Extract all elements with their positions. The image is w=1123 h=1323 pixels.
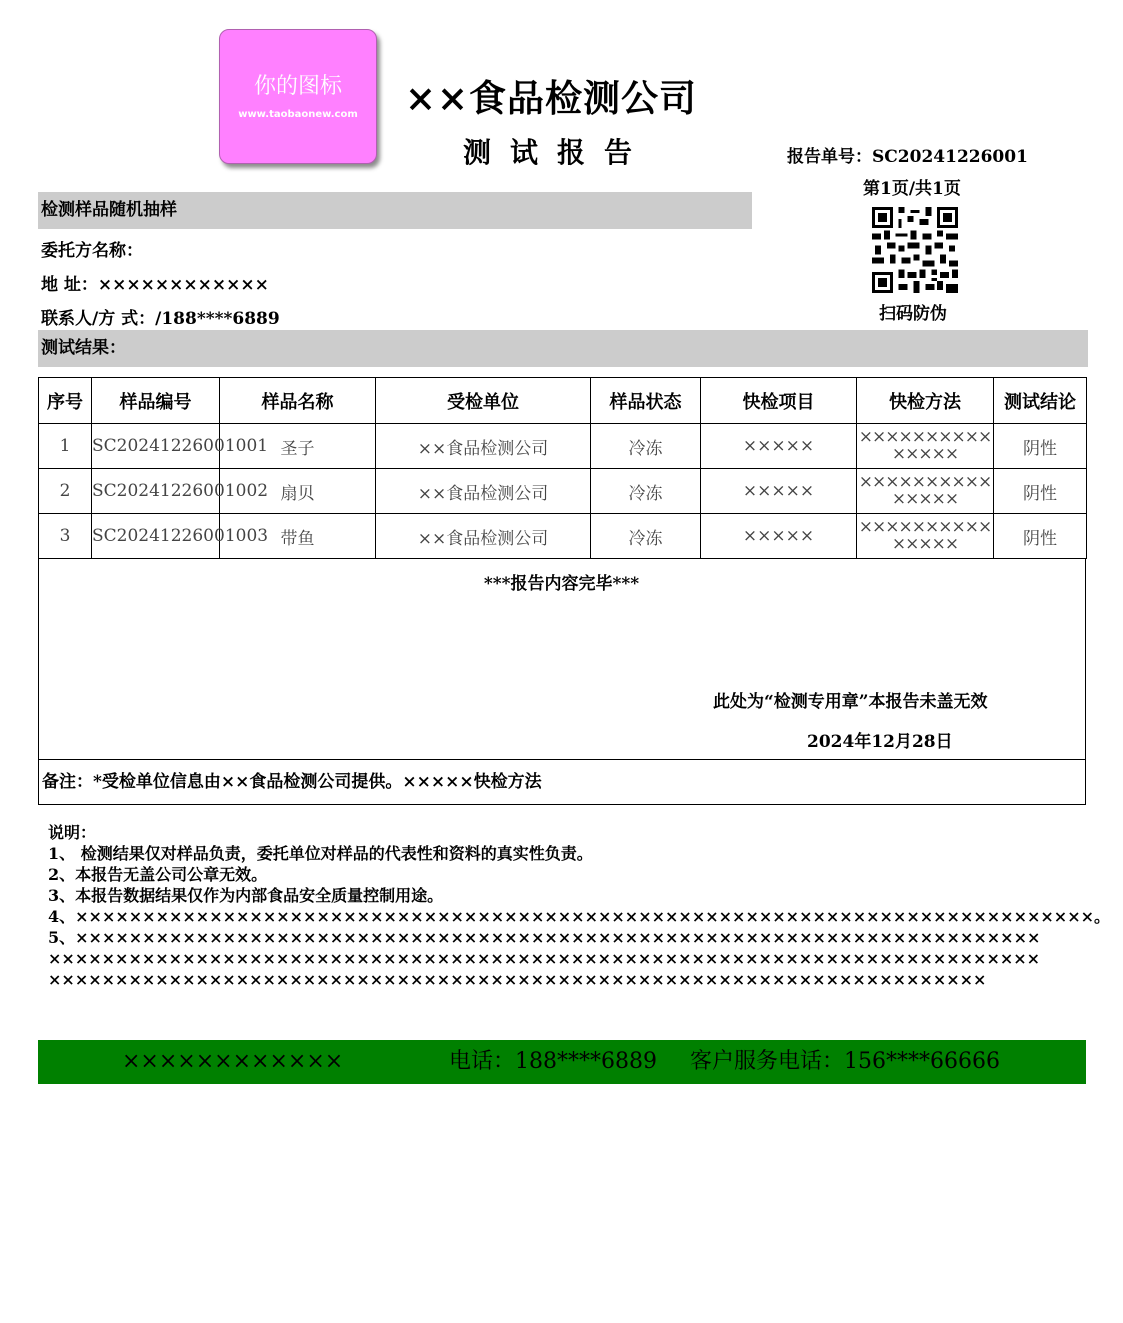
footer-bar xyxy=(38,1040,1086,1084)
qr-label: 扫码防伪 xyxy=(879,304,947,324)
logo xyxy=(219,29,377,164)
report-title: 测试报告 xyxy=(463,136,652,169)
end-text: ***报告内容完毕*** xyxy=(483,574,640,594)
cell-test-item: ××××× xyxy=(701,514,857,559)
table-header-row xyxy=(39,378,1087,424)
qr-code-icon xyxy=(872,207,958,293)
cell-sample-code: SC20241226001002 xyxy=(92,469,220,514)
note-item: 2、本报告无盖公司公章无效。 xyxy=(48,865,268,884)
company-name: ××食品检测公司 xyxy=(405,76,698,120)
cell-inspected-unit: ××食品检测公司 xyxy=(376,514,591,559)
cell-conclusion: 阴性 xyxy=(994,469,1087,514)
report-number: 报告单号：SC20241226001 xyxy=(787,147,1028,167)
footer-service-phone: 客户服务电话：156****66666 xyxy=(690,1049,1000,1074)
cell-test-method: ××××××××××××××× xyxy=(857,514,994,559)
cell-sample-name: 圣子 xyxy=(220,424,376,469)
note-item: 1、 检测结果仅对样品负责，委托单位对样品的代表性和资料的真实性负责。 xyxy=(48,844,593,863)
stamp-notice: 此处为“检测专用章”本报告未盖无效 xyxy=(713,692,988,712)
contact: 联系人/方 式：/188****6889 xyxy=(41,309,280,329)
header-sample-state: 样品状态 xyxy=(591,378,701,424)
notes-title: 说明： xyxy=(48,823,97,842)
report-date: 2024年12月28日 xyxy=(807,732,953,752)
cell-sample-state: 冷冻 xyxy=(591,424,701,469)
results-table xyxy=(38,377,1087,559)
footer-phone: 电话：188****6889 xyxy=(449,1049,657,1074)
cell-test-method: ××××××××××××××× xyxy=(857,424,994,469)
cell-sample-state: 冷冻 xyxy=(591,469,701,514)
page-info: 第1页/共1页 xyxy=(863,179,961,199)
cell-index: 1 xyxy=(39,424,92,469)
sample-section-bar: 检测样品随机抽样 xyxy=(38,192,752,229)
table-row xyxy=(39,469,1087,514)
cell-sample-name: 带鱼 xyxy=(220,514,376,559)
cell-index: 2 xyxy=(39,469,92,514)
footer-address: ×××××××××××× xyxy=(122,1049,344,1074)
logo-url: www.taobaonew.com xyxy=(238,109,358,120)
cell-sample-name: 扇贝 xyxy=(220,469,376,514)
cell-sample-code: SC20241226001003 xyxy=(92,514,220,559)
cell-test-method: ××××××××××××××× xyxy=(857,469,994,514)
cell-test-item: ××××× xyxy=(701,469,857,514)
header-inspected-unit: 受检单位 xyxy=(376,378,591,424)
header-sample-code: 样品编号 xyxy=(92,378,220,424)
table-row xyxy=(39,514,1087,559)
note-item: 4、××××××××××××××××××××××××××××××××××××××××××××××××××××××××××××××××××××××××××××。 xyxy=(48,907,1111,926)
notes xyxy=(48,822,1110,990)
logo-title: 你的图标 xyxy=(253,74,342,99)
results-section-bar: 测试结果： xyxy=(38,330,1088,367)
cell-test-item: ××××× xyxy=(701,424,857,469)
cell-index: 3 xyxy=(39,514,92,559)
client-name: 委托方名称： xyxy=(41,241,143,261)
cell-sample-state: 冷冻 xyxy=(591,514,701,559)
cell-inspected-unit: ××食品检测公司 xyxy=(376,424,591,469)
header-conclusion: 测试结论 xyxy=(994,378,1087,424)
cell-conclusion: 阴性 xyxy=(994,514,1087,559)
header-sample-name: 样品名称 xyxy=(220,378,376,424)
cell-sample-code: SC20241226001001 xyxy=(92,424,220,469)
address: 地 址：×××××××××××× xyxy=(41,275,269,295)
cell-inspected-unit: ××食品检测公司 xyxy=(376,469,591,514)
note-item: 3、本报告数据结果仅作为内部食品安全质量控制用途。 xyxy=(48,886,444,905)
header-index: 序号 xyxy=(39,378,92,424)
note-item: 5、×××××××××××××××××××××××××××××××××××××××××××××××××××××××××××××××××××××××××××××××××××××××××××××××××××××××××××××××××××××××××××××××××××××××××××××××××××××××××××××××××××××××××××××××××××××××××××××××××××××××××××××××××××××××× xyxy=(48,928,1041,989)
header-test-method: 快检方法 xyxy=(857,378,994,424)
remark: 备注：*受检单位信息由××食品检测公司提供。×××××快检方法 xyxy=(38,759,1086,805)
table-row xyxy=(39,424,1087,469)
cell-conclusion: 阴性 xyxy=(994,424,1087,469)
header-test-item: 快检项目 xyxy=(701,378,857,424)
